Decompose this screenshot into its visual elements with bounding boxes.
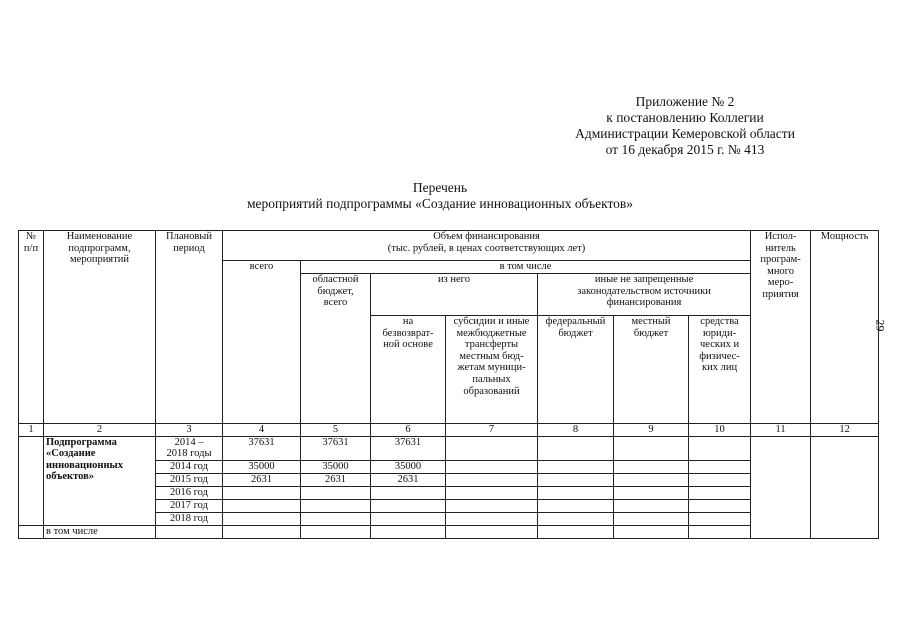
subsidies-cell (446, 486, 538, 499)
header-capacity: Мощность (811, 231, 879, 424)
text-line: 2014 год (170, 460, 208, 472)
document-title (120, 180, 760, 212)
text-line: (тыс. рублей, в ценах соответствующих лет) (387, 242, 586, 254)
text-line: 2017 год (170, 499, 208, 511)
text-line: 2014 – (174, 436, 204, 448)
total-cell: 2631 (223, 473, 301, 486)
text-line: инновационных (46, 459, 123, 471)
approval-line: от 16 декабря 2015 г. № 413 (605, 142, 765, 157)
text-line: бюджет (633, 327, 669, 339)
local-cell (614, 436, 689, 460)
regional-cell (301, 512, 371, 525)
text-line: на (402, 316, 414, 327)
subsidies-cell (446, 473, 538, 486)
page-number: 29 (873, 319, 888, 332)
text-line: пальных (472, 373, 511, 385)
text-line: жетам муници- (457, 362, 526, 374)
period-cell (156, 486, 223, 499)
column-number: 11 (751, 424, 811, 437)
column-number: 1 (19, 424, 44, 437)
text-line: подпрограмм, (68, 242, 131, 254)
column-number: 2 (44, 424, 156, 437)
local-cell (614, 512, 689, 525)
row-number-cell (19, 525, 44, 538)
text-line: «Создание (46, 448, 96, 460)
regional-cell: 2631 (301, 473, 371, 486)
text-line: безвозврат- (382, 327, 434, 339)
gratuitous-cell (371, 499, 446, 512)
gratuitous-cell (371, 512, 446, 525)
approval-line: к постановлению Коллегии (606, 110, 764, 125)
text-line: образований (463, 385, 520, 397)
column-number: 12 (811, 424, 879, 437)
text-line: местный (631, 316, 671, 327)
text-line: Испол- (764, 231, 797, 242)
local-cell (614, 499, 689, 512)
text-line: финансирования (606, 297, 682, 309)
header-federal (538, 316, 614, 424)
table-row (19, 436, 879, 460)
text-line: местным бюд- (459, 350, 524, 362)
legal-cell (689, 499, 751, 512)
regional-cell (301, 486, 371, 499)
subsidies-cell (446, 460, 538, 473)
legal-cell (689, 486, 751, 499)
text-line: иные не запрещенные (594, 274, 694, 285)
text-line: 2016 год (170, 486, 208, 498)
gratuitous-cell (371, 486, 446, 499)
text-line: програм- (760, 254, 801, 266)
federal-cell (538, 486, 614, 499)
federal-cell (538, 473, 614, 486)
text-line: ческих и (700, 339, 740, 351)
header-of-which: из него (371, 274, 538, 316)
gratuitous-cell: 2631 (371, 473, 446, 486)
legal-cell (689, 512, 751, 525)
text-line: субсидии и иные (453, 316, 530, 327)
text-line: бюджет, (317, 285, 354, 297)
capacity-cell (811, 436, 879, 538)
legal-cell (689, 460, 751, 473)
column-number: 8 (538, 424, 614, 437)
total-cell (223, 486, 301, 499)
gratuitous-cell (371, 525, 446, 538)
text-line: юриди- (702, 327, 737, 339)
text-line: № (25, 231, 37, 242)
column-number-row (19, 424, 879, 437)
table-row (19, 525, 879, 538)
approval-line: Администрации Кемеровской области (575, 126, 795, 141)
header-including: в том числе (301, 261, 751, 274)
executor-cell (751, 436, 811, 538)
text-line: ких лиц (702, 362, 738, 374)
subsidies-cell (446, 436, 538, 460)
header-num (19, 231, 44, 424)
period-cell (156, 512, 223, 525)
header-subsidies (446, 316, 538, 424)
total-cell (223, 499, 301, 512)
text-line: ной основе (383, 339, 433, 351)
regional-cell (301, 525, 371, 538)
federal-cell (538, 460, 614, 473)
text-line: трансферты (464, 339, 519, 351)
column-number: 9 (614, 424, 689, 437)
column-number: 3 (156, 424, 223, 437)
regional-cell (301, 499, 371, 512)
federal-cell (538, 512, 614, 525)
column-number: 5 (301, 424, 371, 437)
text-line: федеральный (545, 316, 606, 327)
header-executor (751, 231, 811, 424)
text-line: физичес- (699, 350, 740, 362)
text-line: законодательством источники (577, 285, 711, 297)
subsidies-cell (446, 499, 538, 512)
total-cell (223, 512, 301, 525)
header-total: всего (223, 261, 301, 424)
including-label: в том числе (44, 525, 156, 538)
legal-cell (689, 525, 751, 538)
federal-cell (538, 436, 614, 460)
column-number: 6 (371, 424, 446, 437)
text-line: Подпрограмма (46, 436, 117, 448)
text-line: Плановый (166, 231, 212, 242)
text-line: мероприятий (70, 254, 129, 266)
header-period (156, 231, 223, 424)
column-number: 7 (446, 424, 538, 437)
gratuitous-cell: 35000 (371, 460, 446, 473)
local-cell (614, 473, 689, 486)
period-cell (156, 499, 223, 512)
text-line: много (767, 265, 794, 277)
column-number: 4 (223, 424, 301, 437)
header-legal (689, 316, 751, 424)
local-cell (614, 486, 689, 499)
header-gratuitous (371, 316, 446, 424)
total-cell: 37631 (223, 436, 301, 460)
total-cell (223, 525, 301, 538)
title-line: Перечень (412, 180, 468, 195)
subprogram-name (44, 436, 156, 525)
header-other-sources (538, 274, 751, 316)
legal-cell (689, 436, 751, 460)
text-line: 2015 год (170, 473, 208, 485)
text-line: меро- (767, 277, 794, 289)
text-line: средства (700, 316, 739, 327)
subsidies-cell (446, 512, 538, 525)
text-line: межбюджетные (456, 327, 527, 339)
text-line: период (173, 242, 205, 254)
period-cell (156, 525, 223, 538)
period-cell (156, 473, 223, 486)
header-regional (301, 274, 371, 424)
text-line: нитель (765, 242, 796, 254)
federal-cell (538, 525, 614, 538)
text-line: областной (312, 274, 359, 285)
federal-cell (538, 499, 614, 512)
text-line: бюджет (558, 327, 593, 339)
text-line: Объем финансирования (433, 231, 540, 242)
title-line: мероприятий подпрограммы «Создание инновационных объектов» (246, 196, 634, 211)
text-line: всего (323, 297, 348, 309)
local-cell (614, 460, 689, 473)
total-cell: 35000 (223, 460, 301, 473)
header-local (614, 316, 689, 424)
text-line: Наименование (66, 231, 133, 242)
column-number: 10 (689, 424, 751, 437)
financing-table (18, 230, 879, 539)
text-line: п/п (23, 242, 39, 254)
period-cell (156, 436, 223, 460)
text-line: приятия (762, 288, 799, 300)
subsidies-cell (446, 525, 538, 538)
approval-block (520, 94, 850, 158)
text-line: объектов» (46, 471, 94, 483)
text-line: 2018 год (170, 512, 208, 524)
gratuitous-cell: 37631 (371, 436, 446, 460)
approval-line: Приложение № 2 (635, 94, 735, 109)
row-number-cell (19, 436, 44, 525)
header-name (44, 231, 156, 424)
legal-cell (689, 473, 751, 486)
text-line: 2018 годы (166, 448, 212, 460)
local-cell (614, 525, 689, 538)
regional-cell: 37631 (301, 436, 371, 460)
period-cell (156, 460, 223, 473)
header-volume (223, 231, 751, 261)
regional-cell: 35000 (301, 460, 371, 473)
